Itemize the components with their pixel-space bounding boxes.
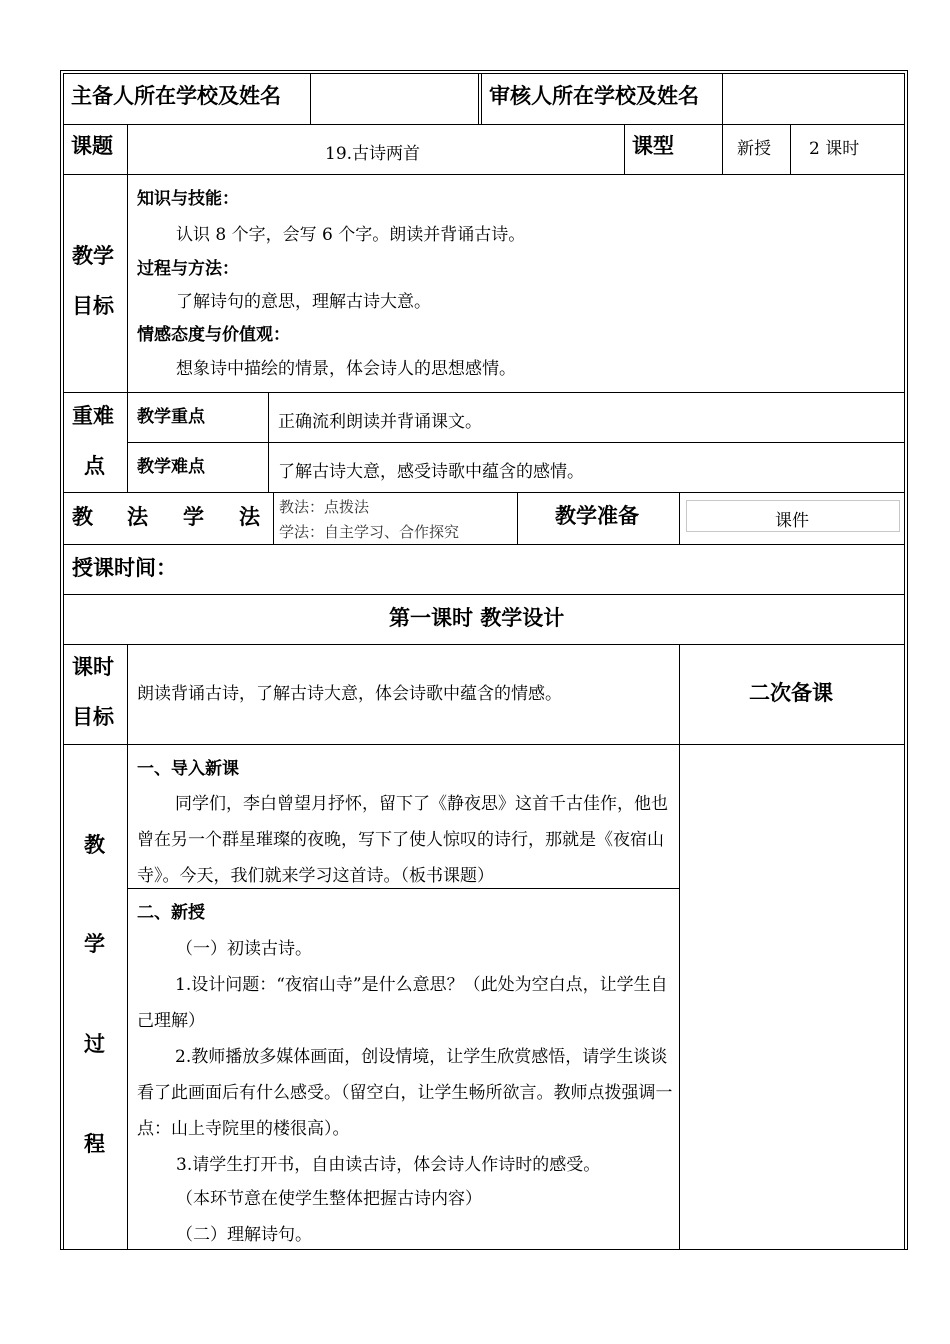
prep-value: 课件: [775, 511, 809, 531]
section-title: 第一课时 教学设计: [389, 606, 565, 630]
methods-label-char-4: 法: [239, 505, 260, 529]
key-points-label-line-1: 重难: [72, 404, 114, 428]
intro-heading: 一、导入新课: [137, 759, 239, 779]
learning-method: 学法：自主学习、合作探究: [279, 523, 460, 541]
process-text: 了解诗句的意思，理解古诗大意。: [176, 292, 431, 312]
new-lesson-heading: 二、新授: [137, 903, 205, 923]
teaching-method: 教法：点拨法: [279, 498, 370, 516]
lesson-type-label: 课型: [632, 134, 674, 158]
intro-text: 同学们，李白曾望月抒怀，留下了《静夜思》这首千古佳作，他也曾在另一个群星璀璨的夜晚，写下了使人惊叹的诗行，那就是《夜宿山寺》。今天，我们就来学习这首诗。（板书课题）: [137, 794, 668, 886]
emotion-text: 想象诗中描绘的情景，体会诗人的思想感情。: [176, 359, 516, 379]
lesson-hours-value: 2 课时: [809, 139, 860, 159]
lesson-title-value: 19.古诗两首: [325, 144, 421, 164]
difficulty-label: 教学难点: [137, 457, 205, 477]
step-1-note: （本环节意在使学生整体把握古诗内容）: [176, 1189, 482, 1209]
focus-label: 教学重点: [137, 407, 205, 427]
process-heading: 过程与方法：: [137, 259, 239, 279]
methods-label-char-2: 法: [127, 505, 148, 529]
lesson-type-value: 新授: [737, 139, 771, 159]
lesson-title-label: 课题: [71, 134, 113, 158]
second-prep-label: 二次备课: [749, 681, 833, 705]
period-goal-label-line-2: 目标: [72, 705, 114, 729]
goals-label-line-1: 教学: [72, 244, 114, 268]
preparer-label: 主备人所在学校及姓名: [71, 84, 281, 108]
emotion-heading: 情感态度与价值观：: [137, 325, 290, 345]
process-label-char-3: 过: [84, 1032, 105, 1056]
step-1-item-3: 3.请学生打开书，自由读古诗，体会诗人作诗时的感受。: [176, 1155, 601, 1175]
step-1-item-2: 2.教师播放多媒体画面，创设情境，让学生欣赏感悟，请学生谈谈看了此画面后有什么感受。（留空白，让学生畅所欲言。教师点拨强调一点：山上寺院里的楼很高）。: [137, 1047, 673, 1139]
knowledge-heading: 知识与技能：: [137, 189, 239, 209]
step-1-heading: （一）初读古诗。: [176, 939, 312, 959]
time-label: 授课时间：: [72, 556, 177, 580]
goals-label-line-2: 目标: [72, 294, 114, 318]
period-goal-label-line-1: 课时: [72, 655, 114, 679]
difficulty-text: 了解古诗大意，感受诗歌中蕴含的感情。: [278, 462, 584, 482]
process-label-char-1: 教: [84, 833, 105, 857]
methods-label-char-3: 学: [183, 505, 204, 529]
reviewer-label: 审核人所在学校及姓名: [489, 84, 699, 108]
knowledge-text: 认识 8 个字，会写 6 个字。朗读并背诵古诗。: [176, 225, 526, 245]
period-goal-text: 朗读背诵古诗，了解古诗大意，体会诗歌中蕴含的情感。: [137, 684, 562, 704]
step-2-heading: （二）理解诗句。: [176, 1225, 312, 1245]
process-label-char-2: 学: [84, 932, 105, 956]
methods-label-char-1: 教: [72, 505, 93, 529]
process-label-char-4: 程: [84, 1132, 105, 1156]
prep-label: 教学准备: [555, 504, 639, 528]
focus-text: 正确流利朗读并背诵课文。: [278, 412, 482, 432]
step-1-item-1: 1.设计问题：“夜宿山寺”是什么意思？（此处为空白点，让学生自己理解）: [137, 975, 668, 1031]
key-points-label-line-2: 点: [84, 454, 105, 478]
